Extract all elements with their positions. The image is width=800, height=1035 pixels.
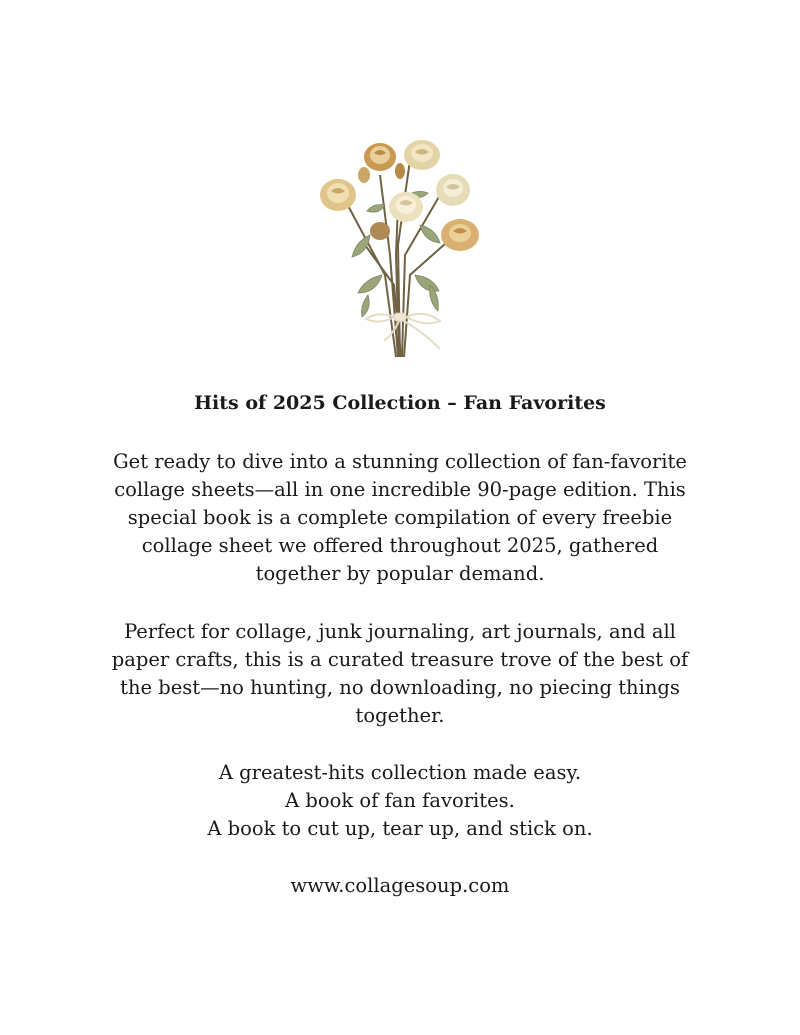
paragraph-line: together. (355, 704, 445, 727)
page-title: Hits of 2025 Collection – Fan Favorites (194, 392, 606, 414)
paragraph-line: collage sheet we offered throughout 2025, gathered (141, 534, 659, 557)
paragraph-line: the best—no hunting, no downloading, no piecing things (120, 676, 680, 699)
intro-paragraph (100, 448, 700, 588)
paragraph-line: together by popular demand. (255, 562, 545, 585)
paragraph-line: special book is a complete compilation of every freebie (127, 506, 673, 529)
paragraph-line: Get ready to dive into a stunning collection of fan-favorite (113, 450, 687, 473)
paragraph-line: Perfect for collage, junk journaling, art journals, and all (124, 620, 676, 643)
rose-bouquet-illustration (310, 135, 490, 360)
uses-paragraph (100, 618, 700, 730)
paragraph-line: collage sheets—all in one incredible 90-page edition. This (114, 478, 686, 501)
rose-bouquet-icon (310, 135, 490, 360)
tagline-paragraph (100, 759, 700, 843)
tagline-line: A greatest-hits collection made easy. (218, 761, 582, 784)
tagline-line: A book to cut up, tear up, and stick on. (207, 817, 593, 840)
tagline-line: A book of fan favorites. (285, 789, 515, 812)
paragraph-line: paper crafts, this is a curated treasure trove of the best of (111, 648, 689, 671)
website-link[interactable]: www.collagesoup.com (290, 874, 510, 897)
